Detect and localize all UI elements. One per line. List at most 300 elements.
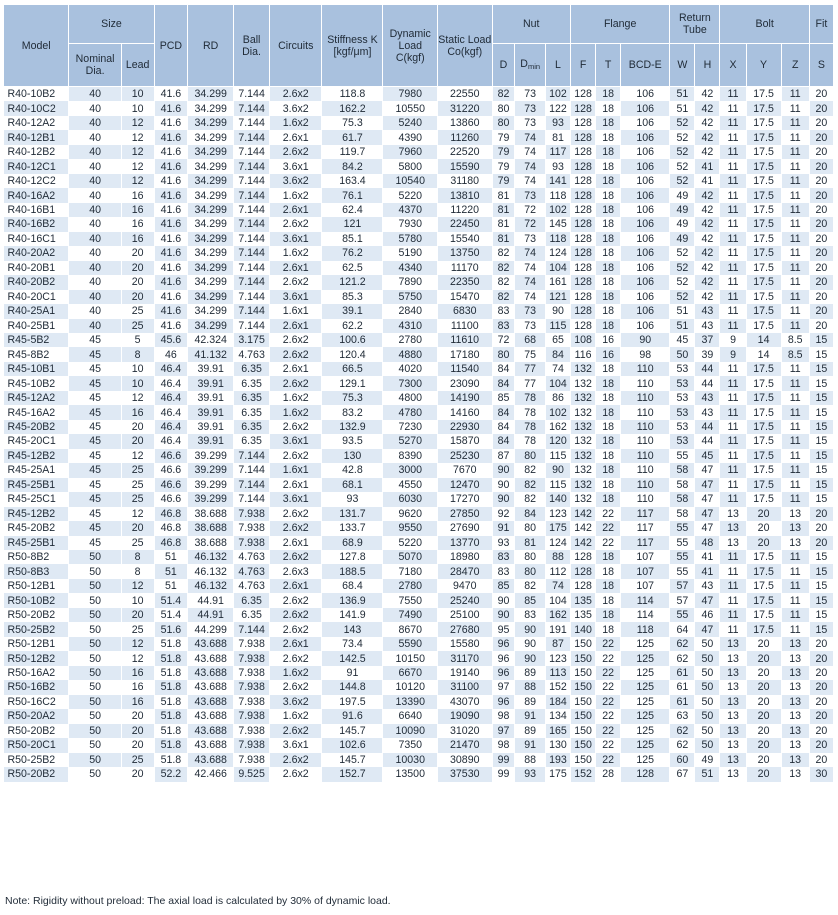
table-cell: 55 — [670, 550, 695, 564]
table-cell: 11 — [720, 550, 746, 564]
table-body — [4, 87, 834, 782]
table-cell: 150 — [571, 738, 596, 752]
table-cell: 41.6 — [154, 87, 188, 102]
table-cell: 128 — [571, 174, 596, 188]
table-cell: 20 — [809, 275, 833, 289]
table-cell: 13 — [720, 695, 746, 709]
table-cell: 78 — [515, 434, 546, 448]
table-cell: 125 — [621, 680, 670, 694]
table-cell: 150 — [571, 709, 596, 723]
table-cell: 13 — [720, 651, 746, 665]
table-cell: 39.1 — [322, 304, 383, 318]
table-cell: 4880 — [383, 347, 438, 361]
model-cell: R50-20A2 — [4, 709, 69, 723]
table-cell: 18 — [596, 203, 621, 217]
table-cell: 141 — [545, 174, 570, 188]
table-cell: 11 — [720, 232, 746, 246]
table-cell: 1.6x1 — [270, 304, 322, 318]
table-cell: 42 — [695, 188, 720, 202]
table-cell: 12 — [121, 507, 154, 521]
table-cell: 20 — [809, 666, 833, 680]
table-cell: 44 — [695, 420, 720, 434]
table-cell: 161 — [545, 275, 570, 289]
table-cell: 18 — [596, 246, 621, 260]
table-cell: 7.144 — [234, 203, 270, 217]
table-cell: 49 — [670, 217, 695, 231]
table-cell: 55 — [670, 608, 695, 622]
table-cell: 11 — [781, 275, 809, 289]
table-cell: 17.5 — [746, 492, 781, 506]
table-cell: 34.299 — [188, 87, 234, 102]
table-cell: 12 — [121, 145, 154, 159]
table-cell: 20 — [746, 753, 781, 767]
table-cell: 17.5 — [746, 391, 781, 405]
table-cell: 50 — [69, 695, 121, 709]
table-cell: 53 — [670, 434, 695, 448]
table-cell: 22550 — [438, 87, 493, 102]
model-cell: R40-10C2 — [4, 101, 69, 115]
table-cell: 55 — [670, 564, 695, 578]
table-cell: 2.6x2 — [270, 608, 322, 622]
table-cell: 110 — [621, 362, 670, 376]
table-row — [4, 275, 834, 289]
table-cell: 13500 — [383, 767, 438, 781]
table-cell: 18 — [596, 405, 621, 419]
table-cell: 81 — [492, 232, 515, 246]
table-cell: 27690 — [438, 521, 493, 535]
table-cell: 80 — [515, 521, 546, 535]
model-cell: R50-12B2 — [4, 651, 69, 665]
table-row — [4, 290, 834, 304]
table-cell: 18 — [596, 232, 621, 246]
table-cell: 13 — [720, 709, 746, 723]
table-cell: 11 — [781, 232, 809, 246]
table-cell: 58 — [670, 507, 695, 521]
table-cell: 125 — [621, 738, 670, 752]
table-cell: 1.6x2 — [270, 405, 322, 419]
table-cell: 96 — [492, 695, 515, 709]
model-cell: R40-12B2 — [4, 145, 69, 159]
table-cell: 98 — [621, 347, 670, 361]
table-cell: 7.144 — [234, 463, 270, 477]
table-cell: 11 — [781, 405, 809, 419]
table-cell: 1.6x2 — [270, 246, 322, 260]
table-cell: 152 — [571, 767, 596, 781]
table-cell: 17.5 — [746, 116, 781, 130]
table-cell: 7.144 — [234, 449, 270, 463]
table-cell: 39.91 — [188, 362, 234, 376]
table-cell: 104 — [545, 376, 570, 390]
table-cell: 45 — [69, 333, 121, 347]
table-cell: 12 — [121, 651, 154, 665]
table-cell: 6.35 — [234, 391, 270, 405]
table-cell: 38.688 — [188, 507, 234, 521]
table-cell: 15870 — [438, 434, 493, 448]
table-cell: 15 — [809, 579, 833, 593]
table-cell: 41.6 — [154, 174, 188, 188]
model-cell: R45-20C1 — [4, 434, 69, 448]
table-cell: 4780 — [383, 405, 438, 419]
model-cell: R45-20B2 — [4, 521, 69, 535]
table-cell: 44.299 — [188, 622, 234, 636]
table-cell: 49 — [670, 203, 695, 217]
table-cell: 3.6x2 — [270, 101, 322, 115]
table-cell: 16 — [121, 203, 154, 217]
header-stiffness: Stiffness K [kgf/μm] — [322, 5, 383, 87]
table-cell: 9.525 — [234, 767, 270, 781]
table-cell: 4.763 — [234, 579, 270, 593]
model-cell: R45-16A2 — [4, 405, 69, 419]
table-cell: 1.6x2 — [270, 391, 322, 405]
table-cell: 2.6x2 — [270, 87, 322, 102]
table-cell: 67 — [670, 767, 695, 781]
table-cell: 11 — [720, 405, 746, 419]
table-cell: 162.2 — [322, 101, 383, 115]
table-cell: 4370 — [383, 203, 438, 217]
header-l: L — [545, 44, 570, 87]
table-cell: 5780 — [383, 232, 438, 246]
table-cell: 18 — [596, 492, 621, 506]
table-cell: 162 — [545, 608, 570, 622]
table-cell: 17.5 — [746, 101, 781, 115]
table-cell: 79 — [492, 145, 515, 159]
table-cell: 110 — [621, 463, 670, 477]
table-row — [4, 304, 834, 318]
table-cell: 83 — [492, 550, 515, 564]
table-row — [4, 232, 834, 246]
table-cell: 2.6x1 — [270, 261, 322, 275]
table-row — [4, 724, 834, 738]
table-cell: 10 — [121, 593, 154, 607]
table-cell: 128 — [571, 304, 596, 318]
table-cell: 20 — [809, 319, 833, 333]
table-cell: 18 — [596, 174, 621, 188]
table-cell: 128 — [571, 232, 596, 246]
table-cell: 74 — [515, 290, 546, 304]
table-cell: 132 — [571, 391, 596, 405]
table-cell: 51 — [154, 550, 188, 564]
model-cell: R45-10B1 — [4, 362, 69, 376]
table-cell: 25 — [121, 478, 154, 492]
table-cell: 20 — [809, 536, 833, 550]
table-cell: 52 — [670, 130, 695, 144]
model-cell: R40-20B1 — [4, 261, 69, 275]
table-cell: 13 — [781, 507, 809, 521]
table-cell: 41.6 — [154, 203, 188, 217]
table-row — [4, 709, 834, 723]
table-cell: 2.6x2 — [270, 449, 322, 463]
table-cell: 46.6 — [154, 449, 188, 463]
table-cell: 22350 — [438, 275, 493, 289]
table-cell: 51.8 — [154, 666, 188, 680]
table-cell: 8.5 — [781, 347, 809, 361]
table-cell: 91 — [515, 709, 546, 723]
table-cell: 3.175 — [234, 333, 270, 347]
table-cell: 87 — [492, 449, 515, 463]
table-cell: 40 — [69, 275, 121, 289]
table-cell: 47 — [695, 478, 720, 492]
table-cell: 41.6 — [154, 101, 188, 115]
header-fit: Fit — [809, 5, 833, 44]
table-cell: 43 — [695, 579, 720, 593]
table-cell: 15 — [809, 550, 833, 564]
header-w: W — [670, 44, 695, 87]
table-cell: 11 — [781, 290, 809, 304]
table-cell: 18 — [596, 116, 621, 130]
table-cell: 44.91 — [188, 608, 234, 622]
table-cell: 20 — [809, 651, 833, 665]
table-cell: 20 — [746, 695, 781, 709]
table-cell: 17180 — [438, 347, 493, 361]
table-row — [4, 159, 834, 173]
table-cell: 44.91 — [188, 593, 234, 607]
table-cell: 50 — [695, 651, 720, 665]
table-cell: 17.5 — [746, 478, 781, 492]
model-cell: R50-16B2 — [4, 680, 69, 694]
table-cell: 128 — [571, 159, 596, 173]
table-cell: 42 — [695, 116, 720, 130]
table-cell: 13 — [720, 680, 746, 694]
table-cell: 22 — [596, 753, 621, 767]
table-cell: 40 — [69, 174, 121, 188]
table-row — [4, 767, 834, 781]
table-cell: 10540 — [383, 174, 438, 188]
table-cell: 11 — [781, 579, 809, 593]
table-cell: 150 — [571, 695, 596, 709]
table-cell: 51 — [695, 767, 720, 781]
model-cell: R50-20B2 — [4, 608, 69, 622]
table-cell: 13 — [720, 767, 746, 781]
table-cell: 2.6x1 — [270, 478, 322, 492]
table-cell: 17.5 — [746, 434, 781, 448]
table-cell: 20 — [809, 680, 833, 694]
table-cell: 46.132 — [188, 579, 234, 593]
table-row — [4, 246, 834, 260]
table-cell: 18 — [596, 188, 621, 202]
table-cell: 11 — [781, 304, 809, 318]
table-cell: 120.4 — [322, 347, 383, 361]
table-cell: 10120 — [383, 680, 438, 694]
table-cell: 46.8 — [154, 521, 188, 535]
table-cell: 140 — [571, 622, 596, 636]
table-cell: 7.144 — [234, 116, 270, 130]
table-cell: 52 — [670, 290, 695, 304]
table-cell: 34.299 — [188, 319, 234, 333]
table-cell: 11 — [720, 449, 746, 463]
table-row — [4, 319, 834, 333]
table-cell: 74 — [545, 579, 570, 593]
table-cell: 132 — [571, 362, 596, 376]
header-dmin — [515, 44, 546, 87]
table-cell: 34.299 — [188, 275, 234, 289]
table-cell: 18 — [596, 145, 621, 159]
table-cell: 7.144 — [234, 304, 270, 318]
table-cell: 99 — [492, 753, 515, 767]
table-cell: 85 — [492, 579, 515, 593]
table-cell: 34.299 — [188, 304, 234, 318]
table-cell: 2.6x2 — [270, 753, 322, 767]
table-cell: 68 — [515, 333, 546, 347]
table-cell: 80 — [492, 101, 515, 115]
table-cell: 127.8 — [322, 550, 383, 564]
table-cell: 144.8 — [322, 680, 383, 694]
table-cell: 134 — [545, 709, 570, 723]
model-cell: R45-25B1 — [4, 478, 69, 492]
table-cell: 145.7 — [322, 753, 383, 767]
table-cell: 66.5 — [322, 362, 383, 376]
table-cell: 17.5 — [746, 319, 781, 333]
table-cell: 140 — [545, 492, 570, 506]
table-cell: 45 — [69, 463, 121, 477]
table-cell: 2.6x2 — [270, 420, 322, 434]
table-cell: 7300 — [383, 376, 438, 390]
table-cell: 47 — [695, 463, 720, 477]
table-cell: 90 — [492, 463, 515, 477]
table-cell: 53 — [670, 376, 695, 390]
table-cell: 41.6 — [154, 246, 188, 260]
table-cell: 25 — [121, 753, 154, 767]
model-cell: R40-12C1 — [4, 159, 69, 173]
table-cell: 52 — [670, 145, 695, 159]
table-cell: 17.5 — [746, 130, 781, 144]
table-row — [4, 116, 834, 130]
table-cell: 110 — [621, 449, 670, 463]
table-cell: 106 — [621, 290, 670, 304]
table-cell: 47 — [695, 492, 720, 506]
table-cell: 49 — [695, 753, 720, 767]
table-cell: 6030 — [383, 492, 438, 506]
table-cell: 51.4 — [154, 593, 188, 607]
table-cell: 91.6 — [322, 709, 383, 723]
table-cell: 7.938 — [234, 724, 270, 738]
table-cell: 50 — [695, 637, 720, 651]
table-cell: 11 — [720, 261, 746, 275]
table-cell: 11 — [720, 622, 746, 636]
model-cell: R50-10B2 — [4, 593, 69, 607]
table-cell: 50 — [69, 666, 121, 680]
table-cell: 41.6 — [154, 232, 188, 246]
table-cell: 4340 — [383, 261, 438, 275]
table-cell: 58 — [670, 463, 695, 477]
header-y: Y — [746, 44, 781, 87]
table-cell: 11 — [720, 290, 746, 304]
table-cell: 122 — [545, 101, 570, 115]
table-cell: 20 — [809, 507, 833, 521]
table-cell: 34.299 — [188, 203, 234, 217]
table-cell: 10550 — [383, 101, 438, 115]
table-cell: 6830 — [438, 304, 493, 318]
table-cell: 20 — [121, 420, 154, 434]
table-cell: 8 — [121, 564, 154, 578]
table-cell: 42 — [695, 87, 720, 102]
table-cell: 63 — [670, 709, 695, 723]
table-cell: 2.6x2 — [270, 507, 322, 521]
table-cell: 90 — [515, 637, 546, 651]
table-cell: 46.6 — [154, 463, 188, 477]
table-cell: 45 — [69, 507, 121, 521]
header-ball-dia: Ball Dia. — [234, 5, 270, 87]
table-cell: 150 — [571, 651, 596, 665]
model-cell: R40-12C2 — [4, 174, 69, 188]
table-cell: 15 — [809, 608, 833, 622]
table-cell: 73 — [515, 304, 546, 318]
table-cell: 42 — [695, 130, 720, 144]
table-cell: 40 — [69, 145, 121, 159]
table-cell: 22520 — [438, 145, 493, 159]
table-cell: 22 — [596, 536, 621, 550]
table-cell: 106 — [621, 116, 670, 130]
table-cell: 106 — [621, 188, 670, 202]
table-cell: 50 — [69, 579, 121, 593]
table-cell: 133.7 — [322, 521, 383, 535]
header-nut: Nut — [492, 5, 571, 44]
table-cell: 18 — [596, 449, 621, 463]
table-cell: 46.4 — [154, 405, 188, 419]
table-cell: 74 — [515, 145, 546, 159]
table-cell: 50 — [695, 666, 720, 680]
table-cell: 120 — [545, 434, 570, 448]
table-cell: 97 — [492, 680, 515, 694]
table-cell: 11 — [720, 116, 746, 130]
table-cell: 43.688 — [188, 637, 234, 651]
table-cell: 40 — [69, 232, 121, 246]
table-cell: 10090 — [383, 724, 438, 738]
table-cell: 93 — [515, 767, 546, 781]
table-cell: 11 — [720, 593, 746, 607]
header-static-load: Static Load Co(kgf) — [438, 5, 493, 87]
table-cell: 20 — [809, 145, 833, 159]
table-row — [4, 405, 834, 419]
table-cell: 78 — [515, 420, 546, 434]
table-cell: 20 — [809, 521, 833, 535]
table-cell: 1.6x2 — [270, 188, 322, 202]
table-cell: 43.688 — [188, 666, 234, 680]
table-cell: 11 — [781, 564, 809, 578]
table-cell: 17.5 — [746, 275, 781, 289]
table-cell: 44 — [695, 434, 720, 448]
table-cell: 15 — [809, 333, 833, 347]
table-cell: 20 — [121, 767, 154, 781]
table-cell: 61 — [670, 666, 695, 680]
table-cell: 10 — [121, 87, 154, 102]
table-row — [4, 492, 834, 506]
table-cell: 197.5 — [322, 695, 383, 709]
table-cell: 51 — [670, 304, 695, 318]
table-cell: 12 — [121, 449, 154, 463]
table-cell: 22 — [596, 724, 621, 738]
table-cell: 11 — [720, 579, 746, 593]
table-cell: 117 — [545, 145, 570, 159]
table-cell: 5270 — [383, 434, 438, 448]
table-cell: 7670 — [438, 463, 493, 477]
table-cell: 3.6x1 — [270, 232, 322, 246]
table-cell: 43 — [695, 391, 720, 405]
table-cell: 8670 — [383, 622, 438, 636]
table-row — [4, 608, 834, 622]
table-cell: 51.8 — [154, 709, 188, 723]
model-cell: R45-5B2 — [4, 333, 69, 347]
table-row — [4, 507, 834, 521]
table-cell: 50 — [69, 622, 121, 636]
table-cell: 104 — [545, 593, 570, 607]
table-cell: 57 — [670, 579, 695, 593]
table-cell: 108 — [571, 333, 596, 347]
table-cell: 34.299 — [188, 217, 234, 231]
model-cell: R40-20A2 — [4, 246, 69, 260]
table-cell: 142.5 — [322, 651, 383, 665]
table-cell: 45 — [69, 449, 121, 463]
table-cell: 31180 — [438, 174, 493, 188]
